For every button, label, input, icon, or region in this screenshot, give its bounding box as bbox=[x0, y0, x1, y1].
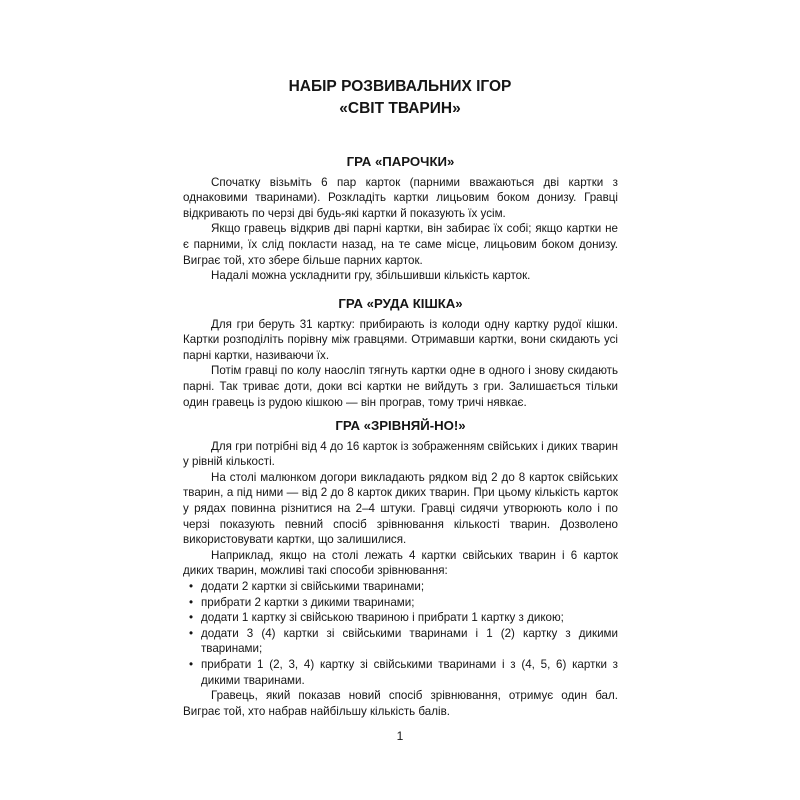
section-heading: ГРА «ЗРІВНЯЙ-НО!» bbox=[335, 418, 466, 433]
section-heading: ГРА «РУДА КІШКА» bbox=[338, 296, 463, 311]
list-item: • прибрати 2 картки з дикими тваринами; bbox=[183, 595, 618, 611]
list-item: • додати 1 картку зі свійською твариною і прибрати 1 картку з дикою; bbox=[183, 610, 618, 626]
page-number: 1 bbox=[396, 729, 404, 743]
paragraph: Спочатку візьміть 6 пар карток (парними вважаються дві картки з однаковими тваринами). Розкладіть картки лицьовим боком донизу. Гравці відкривають по черзі дві будь-які картки й показують їх усім. bbox=[183, 175, 618, 220]
paragraph: Для гри беруть 31 картку: прибирають із колоди одну картку рудої кішки. Картки розподіліть порівну між гравцями. Отримавши картки, вони скидають усі парні картки, називаючи їх. bbox=[183, 317, 618, 362]
paragraph: Гравець, який показав новий спосіб зрівнювання, отримує один бал. Виграє той, хто набрав найбільшу кількість балів. bbox=[183, 689, 618, 718]
section-heading: ГРА «ПАРОЧКИ» bbox=[346, 154, 455, 169]
section-parochky bbox=[183, 154, 618, 284]
paragraph: Якщо гравець відкрив дві парні картки, він забирає їх собі; якщо картки не є парними, їх слід покласти назад, на те саме місце, лицьовим боком донизу. Виграє той, хто збере більше парних карток. bbox=[183, 222, 618, 267]
list-item: • прибрати 1 (2, 3, 4) картку зі свійськими тваринами і з (4, 5, 6) картки з дикими тваринами. bbox=[183, 657, 618, 688]
paragraph: Наприклад, якщо на столі лежать 4 картки свійських тварин і 6 карток диких тварин, можливі такі способи зрівнювання: bbox=[183, 548, 618, 578]
page-title-line-2: «СВІТ ТВАРИН» bbox=[339, 100, 461, 117]
paragraph: Потім гравці по колу наосліп тягнуть картки одне в одного і знову скидають парні. Так триває доти, доки всі картки не вийдуть з гри. Залишається тільки один гравець із рудою кішкою — він програв, тому тричі нявкає. bbox=[183, 364, 618, 409]
list-item: • додати 3 (4) картки зі свійськими тваринами і 1 (2) картку з дикими тваринами; bbox=[183, 626, 618, 657]
list-item: • додати 2 картки зі свійськими тваринами; bbox=[183, 579, 618, 595]
bullet-list bbox=[183, 579, 618, 688]
page-title-line-1: НАБІР РОЗВИВАЛЬНИХ ІГОР bbox=[288, 78, 512, 95]
section-ruda-kishka bbox=[183, 296, 618, 410]
paragraph: Надалі можна ускладнити гру, збільшивши кількість карток. bbox=[211, 269, 531, 283]
paragraph: На столі малюнком догори викладають рядком від 2 до 8 карток свійських тварин, а під ними — від 2 до 8 карток диких тварин. При цьому кількість карток у рядах повинна різнитися на 2–4 штуки. Гравці сидячи утворюють коло і по черзі показують певний спосіб зрівнювання кількості тварин. Дозволено використовувати картки, що залишилися. bbox=[183, 470, 618, 547]
section-zrivnyai-no bbox=[183, 418, 618, 719]
paragraph: Для гри потрібні від 4 до 16 карток із зображенням свійських і диких тварин у рівній кількості. bbox=[183, 439, 618, 469]
